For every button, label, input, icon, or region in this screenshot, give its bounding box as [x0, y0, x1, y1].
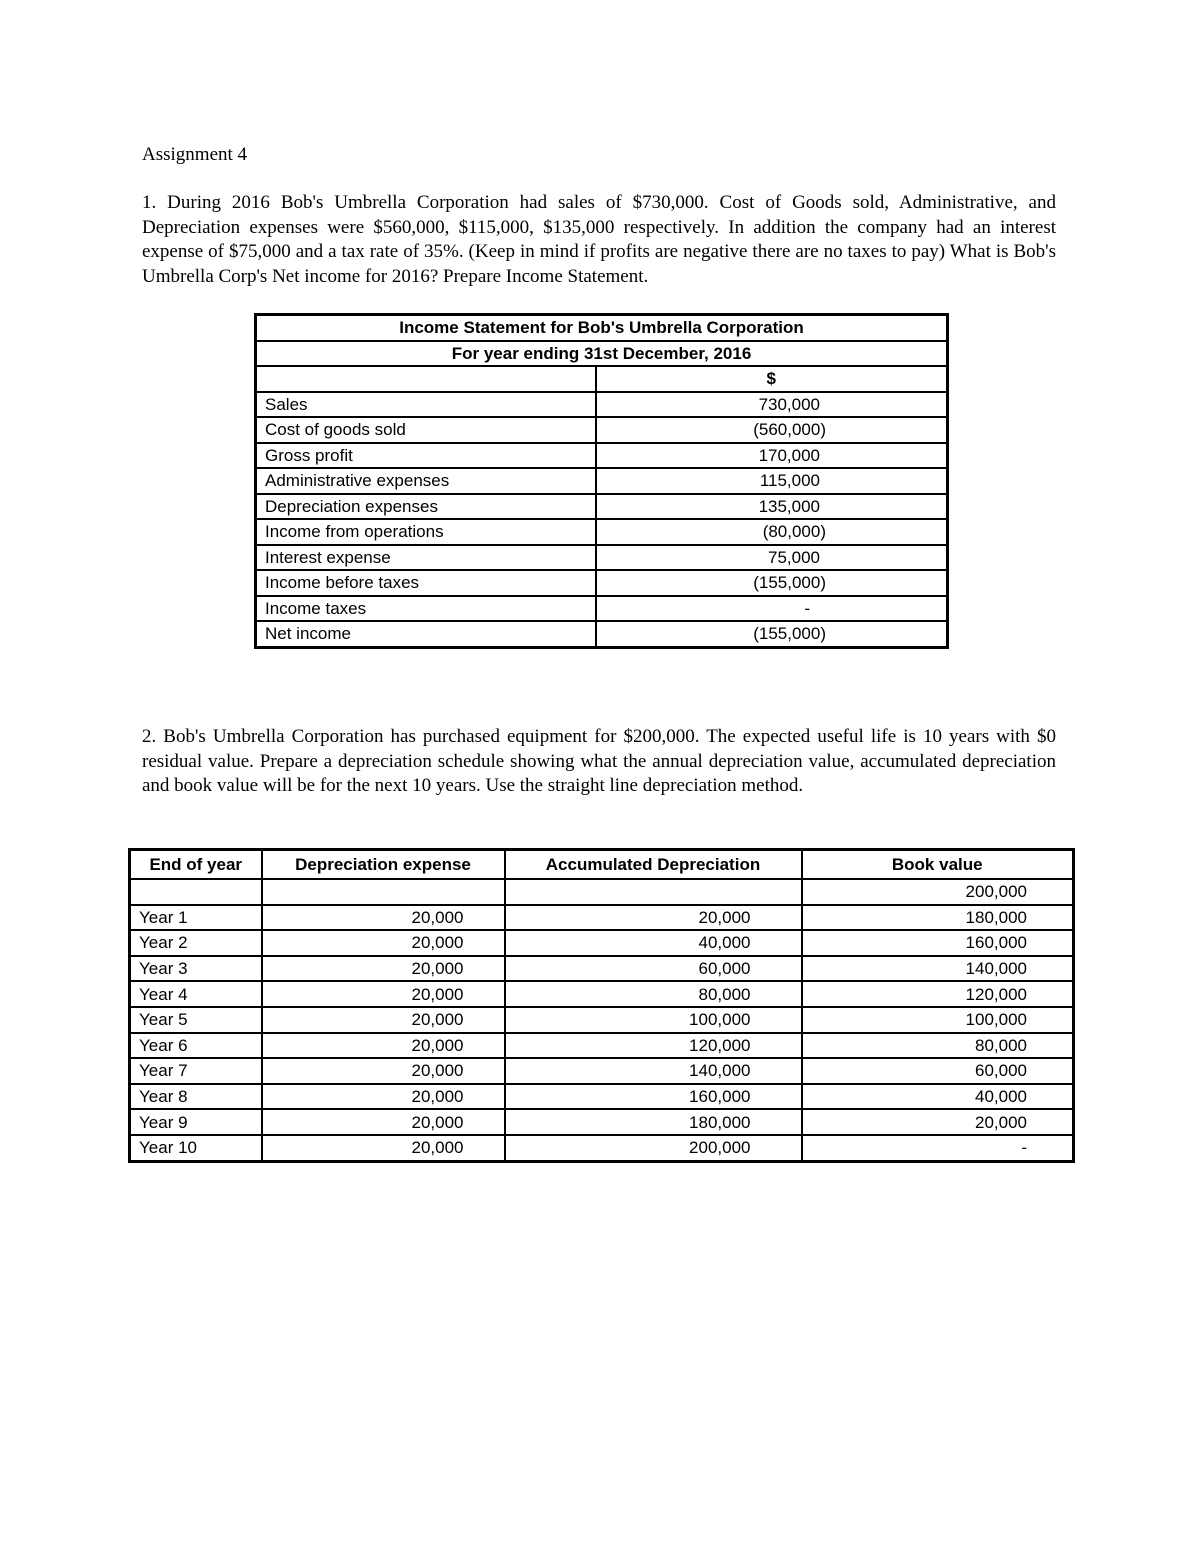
income-blank-cell: [256, 366, 596, 392]
income-row-label: Net income: [256, 621, 596, 647]
income-row-label: Sales: [256, 392, 596, 418]
income-statement-subheading: For year ending 31st December, 2016: [256, 341, 948, 367]
depreciation-row: [130, 981, 1074, 1007]
income-heading-row: [256, 315, 948, 341]
depreciation-year: Year 3: [130, 956, 262, 982]
depreciation-schedule-table: [128, 848, 1075, 1163]
depreciation-row: [130, 1058, 1074, 1084]
depreciation-row: [130, 1109, 1074, 1135]
initial-book-value: 200,000: [802, 879, 1074, 905]
book-value: 100,000: [802, 1007, 1074, 1033]
income-row: [256, 545, 948, 571]
income-row: [256, 392, 948, 418]
accumulated-depreciation-value: 100,000: [505, 1007, 802, 1033]
depreciation-year: Year 7: [130, 1058, 262, 1084]
accumulated-depreciation-value: 200,000: [505, 1135, 802, 1161]
book-value: 120,000: [802, 981, 1074, 1007]
accumulated-depreciation-value: 80,000: [505, 981, 802, 1007]
assignment-title: Assignment 4: [142, 144, 248, 165]
income-row-value: 730,000: [596, 392, 948, 418]
depreciation-row: [130, 956, 1074, 982]
accumulated-depreciation-value: 120,000: [505, 1033, 802, 1059]
income-row-label: Depreciation expenses: [256, 494, 596, 520]
accumulated-depreciation-value: 60,000: [505, 956, 802, 982]
depreciation-expense-value: 20,000: [262, 1007, 505, 1033]
blank-cell: [262, 879, 505, 905]
book-value: 40,000: [802, 1084, 1074, 1110]
book-value: 60,000: [802, 1058, 1074, 1084]
header-accumulated-depreciation: Accumulated Depreciation: [505, 850, 802, 880]
depreciation-header-row: [130, 850, 1074, 880]
depreciation-year: Year 10: [130, 1135, 262, 1161]
book-value: 20,000: [802, 1109, 1074, 1135]
depreciation-row: [130, 905, 1074, 931]
income-row: [256, 494, 948, 520]
income-row: [256, 596, 948, 622]
depreciation-expense-value: 20,000: [262, 1084, 505, 1110]
currency-symbol: $: [596, 366, 948, 392]
depreciation-year: Year 6: [130, 1033, 262, 1059]
income-row-value: (80,000): [596, 519, 948, 545]
income-row-value: 115,000: [596, 468, 948, 494]
accumulated-depreciation-value: 20,000: [505, 905, 802, 931]
depreciation-year: Year 4: [130, 981, 262, 1007]
depreciation-expense-value: 20,000: [262, 1058, 505, 1084]
depreciation-row: [130, 1084, 1074, 1110]
income-row: [256, 443, 948, 469]
income-row-label: Income from operations: [256, 519, 596, 545]
depreciation-year: Year 1: [130, 905, 262, 931]
depreciation-year: Year 8: [130, 1084, 262, 1110]
blank-cell: [505, 879, 802, 905]
income-row-value: 75,000: [596, 545, 948, 571]
depreciation-expense-value: 20,000: [262, 905, 505, 931]
book-value: 140,000: [802, 956, 1074, 982]
accumulated-depreciation-value: 160,000: [505, 1084, 802, 1110]
depreciation-expense-value: 20,000: [262, 1109, 505, 1135]
depreciation-expense-value: 20,000: [262, 981, 505, 1007]
depreciation-row: [130, 1135, 1074, 1161]
initial-book-value-row: [130, 879, 1074, 905]
income-row: [256, 519, 948, 545]
income-row-label: Administrative expenses: [256, 468, 596, 494]
income-row-value: (560,000): [596, 417, 948, 443]
income-statement-heading: Income Statement for Bob's Umbrella Corporation: [256, 315, 948, 341]
depreciation-expense-value: 20,000: [262, 1033, 505, 1059]
income-row: [256, 417, 948, 443]
accumulated-depreciation-value: 180,000: [505, 1109, 802, 1135]
book-value: -: [802, 1135, 1074, 1161]
income-row: [256, 570, 948, 596]
header-book-value: Book value: [802, 850, 1074, 880]
income-subheading-row: [256, 341, 948, 367]
income-row-label: Interest expense: [256, 545, 596, 571]
income-row-value: 135,000: [596, 494, 948, 520]
book-value: 160,000: [802, 930, 1074, 956]
depreciation-expense-value: 20,000: [262, 956, 505, 982]
depreciation-year: Year 5: [130, 1007, 262, 1033]
income-row-label: Cost of goods sold: [256, 417, 596, 443]
depreciation-row: [130, 1007, 1074, 1033]
depreciation-expense-value: 20,000: [262, 1135, 505, 1161]
income-row: [256, 621, 948, 647]
income-row: [256, 468, 948, 494]
book-value: 180,000: [802, 905, 1074, 931]
depreciation-row: [130, 930, 1074, 956]
question-2-text: 2. Bob's Umbrella Corporation has purchased equipment for $200,000. The expected useful life is 10 years with $0 residual value. Prepare a depreciation schedule showing what the annual depreciation value, accumulated depreciation and book value will be for the next 10 years. Use the straight line depreciation method.: [142, 726, 1056, 797]
blank-cell: [130, 879, 262, 905]
header-depreciation-expense: Depreciation expense: [262, 850, 505, 880]
income-statement-table: [254, 313, 949, 649]
book-value: 80,000: [802, 1033, 1074, 1059]
income-row-value: (155,000): [596, 570, 948, 596]
income-row-label: Gross profit: [256, 443, 596, 469]
income-row-value: (155,000): [596, 621, 948, 647]
question-1-text: 1. During 2016 Bob's Umbrella Corporation had sales of $730,000. Cost of Goods sold, Administrative, and Depreciation expenses were $560,000, $115,000, $135,000 respectively. In addition the company had an interest expense of $75,000 and a tax rate of 35%. (Keep in mind if profits are negative there are no taxes to pay) What is Bob's Umbrella Corp's Net income for 2016? Prepare Income Statement.: [142, 192, 1056, 287]
accumulated-depreciation-value: 140,000: [505, 1058, 802, 1084]
depreciation-year: Year 2: [130, 930, 262, 956]
income-row-label: Income taxes: [256, 596, 596, 622]
depreciation-row: [130, 1033, 1074, 1059]
depreciation-expense-value: 20,000: [262, 930, 505, 956]
income-row-label: Income before taxes: [256, 570, 596, 596]
income-row-value: -: [596, 596, 948, 622]
income-currency-row: [256, 366, 948, 392]
header-end-of-year: End of year: [130, 850, 262, 880]
depreciation-year: Year 9: [130, 1109, 262, 1135]
accumulated-depreciation-value: 40,000: [505, 930, 802, 956]
income-row-value: 170,000: [596, 443, 948, 469]
